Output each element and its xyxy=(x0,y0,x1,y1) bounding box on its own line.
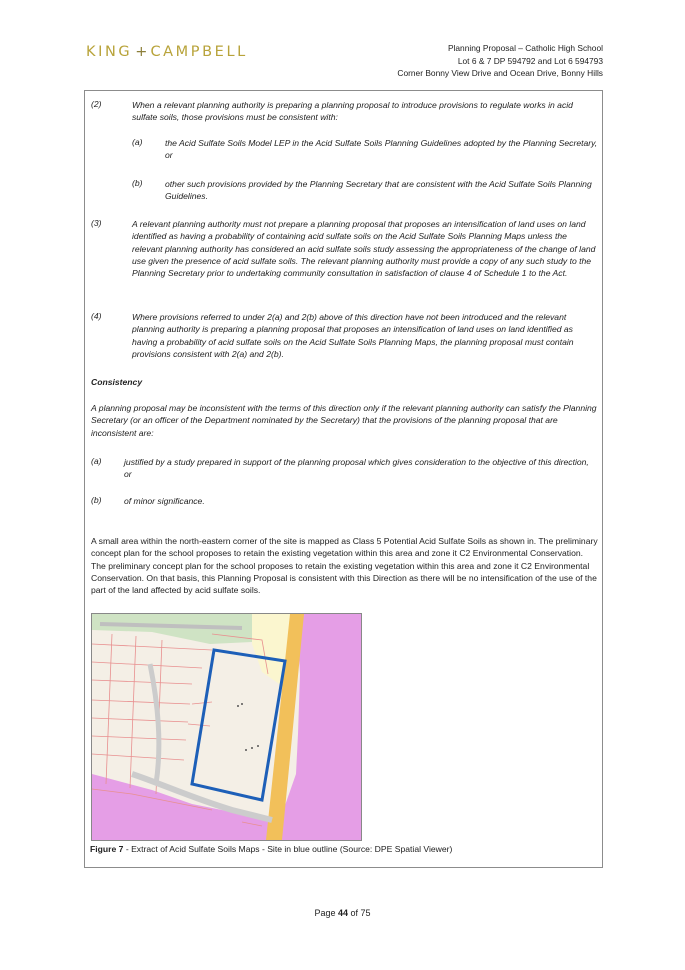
page-footer: Page 44 of 75 xyxy=(314,908,371,918)
clause-3-number: (3) xyxy=(91,218,102,228)
clause-2-number: (2) xyxy=(91,99,102,109)
clause-4-text: Where provisions referred to under 2(a) and 2(b) above of this direction have not been introduced and the relevant planning authority is preparing a planning proposal that proposes an intensification of land uses on land identified as having a probability of acid sulfate soils on the Acid Sulfate Soils Planning Maps, the planning proposal must contain provisions consistent with 2(a) and 2(b). xyxy=(132,312,574,359)
map-graphic xyxy=(92,614,361,840)
clause-2-text: When a relevant planning authority is preparing a planning proposal to introduce provisions to regulate works in acid sulfate soils, those provisions must be consistent with: xyxy=(132,100,573,123)
consistency-text: A planning proposal may be inconsistent with the terms of this direction only if the relevant planning authority can satisfy the Planning Secretary (or an officer of the Department nominated by the Secretary) that the provisions of the planning proposal that are inconsistent are: xyxy=(91,403,597,438)
consistency-b-text: of minor significance. xyxy=(124,496,205,506)
clause-2b-text: other such provisions provided by the Planning Secretary that are consistent with the Acid Sulfate Soils Planning Guidelines. xyxy=(165,179,592,202)
header-address: Corner Bonny View Drive and Ocean Drive, Bonny Hills xyxy=(397,68,603,79)
header-title: Planning Proposal – Catholic High School xyxy=(447,43,603,53)
clause-2b-number: (b) xyxy=(132,178,143,188)
consistency-a-text: justified by a study prepared in support of the planning proposal which gives consideration to the objective of this direction, or xyxy=(124,457,589,480)
consistency-heading: Consistency xyxy=(91,377,143,387)
clause-3-text: A relevant planning authority must not prepare a planning proposal that proposes an intensification of land uses on land identified as having a probability of containing acid sulfate soils on the Acid Sulfate Soils Planning Maps unless the relevant planning authority has considered an acid sulfate soils study assessing the appropriateness of the change of land use given the presence of acid sulfate soils. The relevant planning authority must provide a copy of any such study to the Planning Secretary prior to undertaking community consultation in satisfaction of clause 4 of Schedule 1 to the Act. xyxy=(132,219,596,279)
header-lot: Lot 6 & 7 DP 594792 and Lot 6 594793 xyxy=(457,55,603,66)
acid-sulfate-soils-map xyxy=(91,613,362,841)
company-logo: KING + CAMPBELL xyxy=(86,44,248,60)
figure-caption-text: - Extract of Acid Sulfate Soils Maps - Site in blue outline (Source: DPE Spatial Viewer) xyxy=(123,844,453,854)
clause-4-number: (4) xyxy=(91,311,102,321)
consistency-a-number: (a) xyxy=(91,456,102,466)
clause-2a-number: (a) xyxy=(132,137,143,147)
consistency-b-number: (b) xyxy=(91,495,102,505)
figure-label: Figure 7 xyxy=(90,844,124,854)
figure-caption xyxy=(90,844,452,854)
assessment-paragraph: A small area within the north-eastern corner of the site is mapped as Class 5 Potential Acid Sulfate Soils as shown in. The preliminary concept plan for the school proposes to retain the existing vegetation within this area and zone it C2 Environmental Conservation. The preliminary concept plan for the school proposes to retain the existing vegetation within this area and zone it C2 Environmental Conservation. On that basis, this Planning Proposal is consistent with this Direction as there will be no intensification of the use of the part of the land affected by acid sulfate soils. xyxy=(91,536,598,596)
clause-2a-text: the Acid Sulfate Soils Model LEP in the Acid Sulfate Soils Planning Guidelines adopted by the Planning Secretary, or xyxy=(165,138,598,161)
document-header xyxy=(397,42,603,80)
page-number: 44 xyxy=(337,908,348,918)
